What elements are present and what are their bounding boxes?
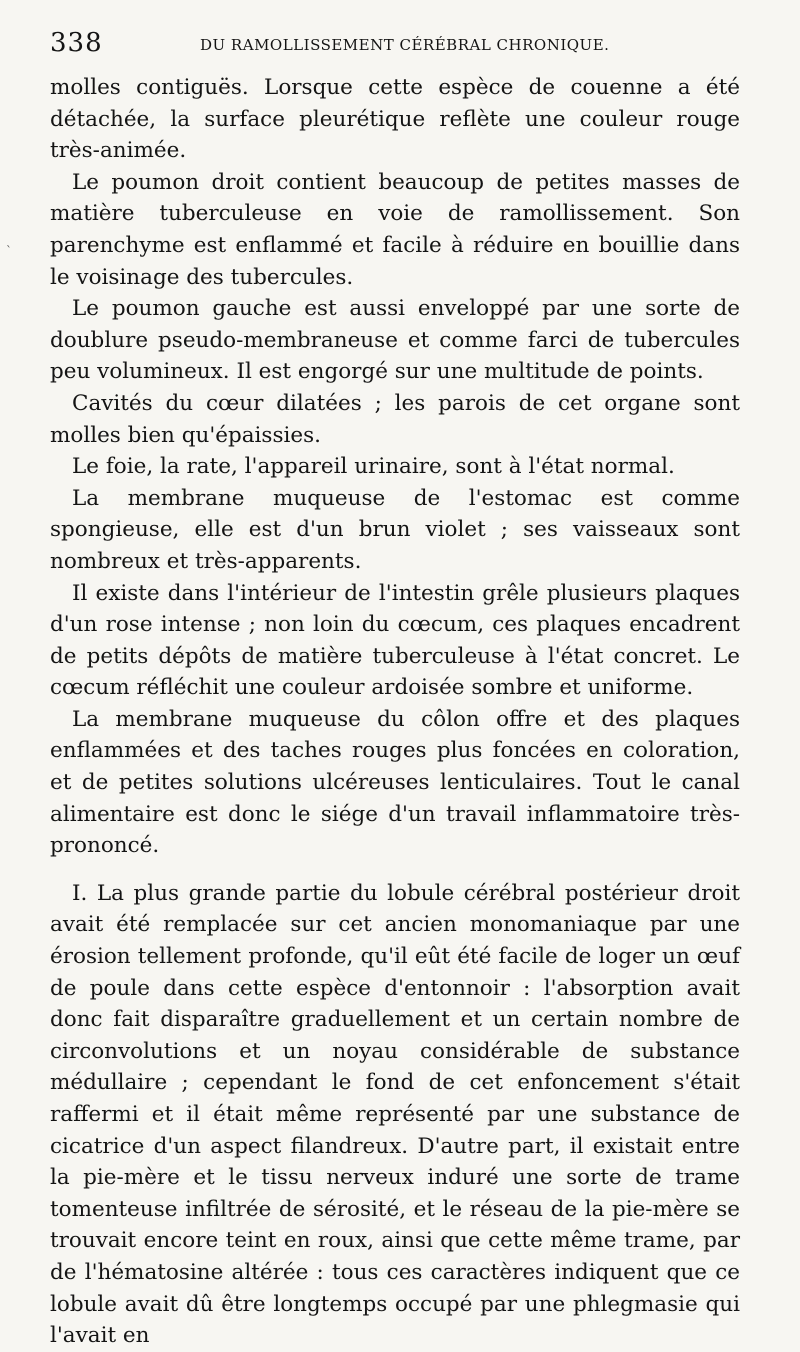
paragraph-continuation: molles contiguës. Lorsque cette espèce de couenne a été détachée, la surface pleurétique reflète une couleur rouge très-animée.	[50, 75, 740, 164]
page-header	[50, 28, 740, 60]
paragraph: Le poumon gauche est aussi enveloppé par une sorte de doublure pseudo-membraneuse et comme farci de tubercules peu volumineux. Il est engorgé sur une multitude de points.	[50, 296, 740, 385]
paragraph: Il existe dans l'intérieur de l'intestin grêle plusieurs plaques d'un rose intense ; non loin du cœcum, ces plaques encadrent de petits dépôts de matière tuberculeuse à l'état concret. Le cœcum réfléchit une couleur ardoisée sombre et uniforme.	[50, 580, 740, 701]
margin-mark: `	[6, 244, 12, 258]
paragraph-section-i: I. La plus grande partie du lobule cérébral postérieur droit avait été remplacée sur cet ancien monomaniaque par une érosion tellement profonde, qu'il eût été facile de loger un œuf de poule dans cette espèce d'entonnoir : l'absorption avait donc fait disparaître graduellement et un certain nombre de circonvolutions et un noyau considérable de substance médullaire ; cependant le fond de cet enfoncement s'était raffermi et il était même représenté par une substance de cicatrice d'un aspect filandreux. D'autre part, il existait entre la pie-mère et le tissu nerveux induré une sorte de trame tomenteuse infiltrée de sérosité, et le réseau de la pie-mère se trouvait encore teint en roux, ainsi que cette même trame, par de l'hématosine altérée : tous ces caractères indiquent que ce lobule avait dû être longtemps occupé par une phlegmasie qui l'avait en	[50, 880, 740, 1349]
paragraph: La membrane muqueuse du côlon offre et des plaques enflammées et des taches rouges plus foncées en coloration, et de petites solutions ulcéreuses lenticulaires. Tout le canal alimentaire est donc le siége d'un travail inflammatoire très-prononcé.	[50, 706, 740, 859]
paragraph: Cavités du cœur dilatées ; les parois de cet organe sont molles bien qu'épaissies.	[50, 390, 740, 448]
paragraph: Le foie, la rate, l'appareil urinaire, sont à l'état normal.	[72, 454, 675, 480]
body-text	[50, 72, 740, 1352]
page-number: 338	[50, 28, 103, 58]
running-head: DU RAMOLLISSEMENT CÉRÉBRAL CHRONIQUE.	[200, 36, 610, 54]
paragraph: La membrane muqueuse de l'estomac est comme spongieuse, elle est d'un brun violet ; ses vaisseaux sont nombreux et très-apparents.	[50, 485, 740, 574]
paragraph: Le poumon droit contient beaucoup de petites masses de matière tuberculeuse en voie de ramollissement. Son parenchyme est enflammé et facile à réduire en bouillie dans le voisinage des tubercules.	[50, 169, 740, 290]
